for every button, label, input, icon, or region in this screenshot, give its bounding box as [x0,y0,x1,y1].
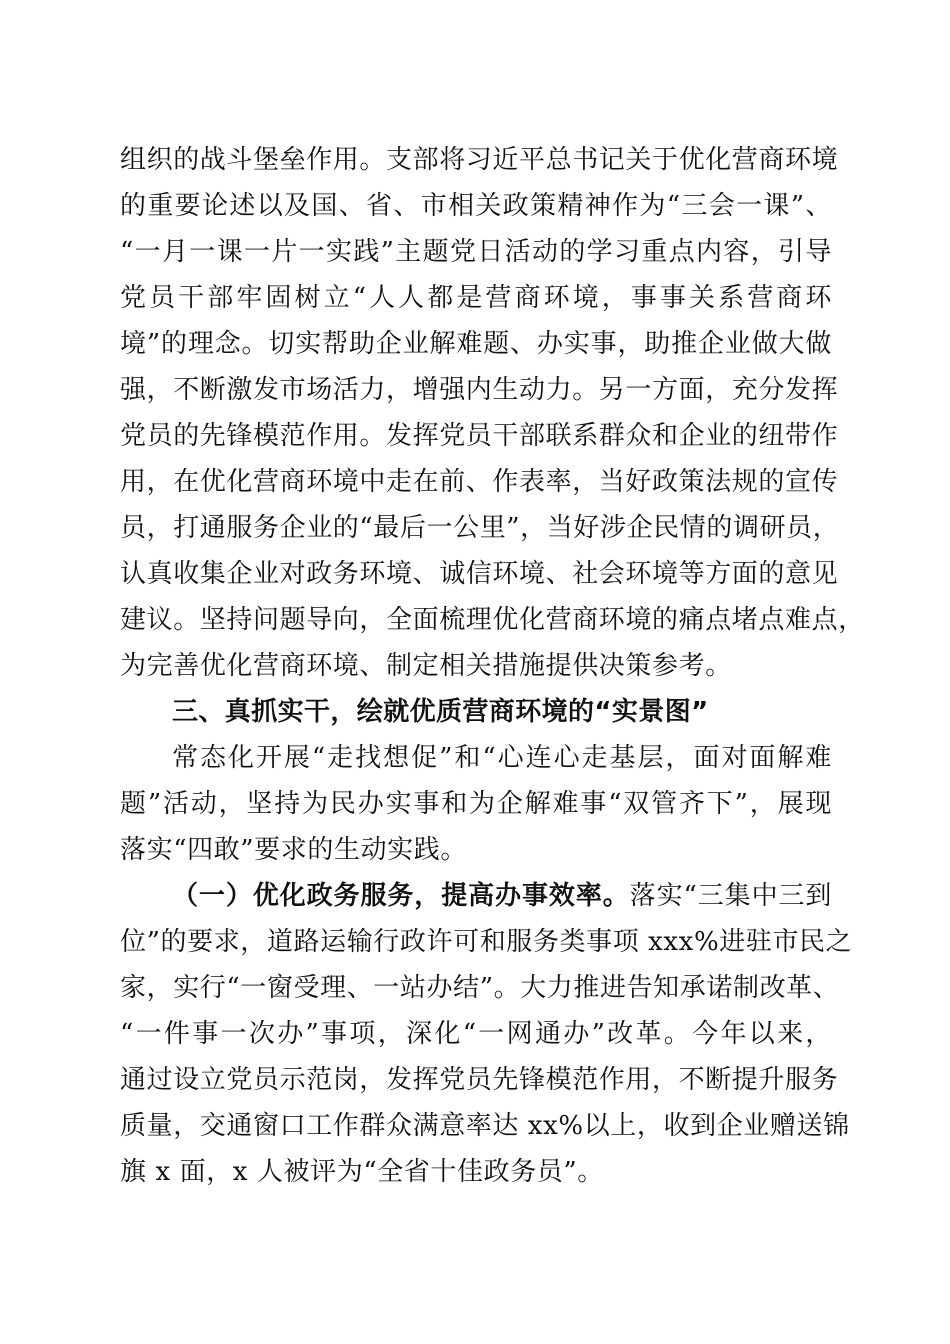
paragraph-party-role [120,137,865,689]
text-line: 位”的要求，道路运输行政许可和服务类事项 xxx%进驻市民之 [120,927,853,957]
text-line: 为完善优化营商环境、制定相关措施提供决策参考。 [120,651,732,681]
text-line [120,873,832,919]
text-line: 质量，交通窗口工作群众满意率达 xx%以上，收到企业赠送锦 [120,1111,850,1141]
document-body [120,137,865,1195]
text-line: 组织的战斗堡垒作用。支部将习近平总书记关于优化营商环境 [120,145,839,175]
paragraph-gov-services [120,873,853,1195]
text-line: 用，在优化营商环境中走在前、作表率，当好政策法规的宣传 [120,467,839,497]
paragraph-section-intro [120,735,832,873]
text-line: 旗 x 面，x 人被评为“全省十佳政务员”。 [120,1157,604,1187]
section-heading-three: 三、真抓实干，绘就优质营商环境的“实景图” [172,697,709,727]
text-line: 员，打通服务企业的“最后一公里”，当好涉企民情的调研员， [120,513,840,543]
text-line: 常态化开展“走找想促”和“心连心走基层，面对面解难 [172,743,832,773]
text-line: 党员的先锋模范作用。发挥党员干部联系群众和企业的纽带作 [120,421,839,451]
text-line: 家，实行“一窗受理、一站办结”。大力推进告知承诺制改革、 [120,973,840,1003]
text-line: 强，不断激发市场活力，增强内生动力。另一方面，充分发挥 [120,375,839,405]
text-line: 建议。坚持问题导向，全面梳理优化营商环境的痛点堵点难点， [120,605,865,635]
text-line: 落实“四敢”要求的生动实践。 [120,835,467,865]
text-line: 境”的理念。切实帮助企业解难题、办实事，助推企业做大做 [120,329,832,359]
text-line: 题”活动，坚持为民办实事和为企解难事“双管齐下”，展现 [120,789,832,819]
text-line: “一月一课一片一实践”主题党日活动的学习重点内容，引导 [120,237,832,267]
text-line: 的重要论述以及国、省、市相关政策精神作为“三会一课”、 [120,191,832,221]
text-line: 通过设立党员示范岗，发挥党员先锋模范作用，不断提升服务 [120,1065,839,1095]
text-span: 落实“三集中三到 [629,881,833,911]
text-line: 党员干部牢固树立“人人都是营商环境，事事关系营商环 [120,283,832,313]
text-line: “一件事一次办”事项，深化“一网通办”改革。今年以来， [120,1019,832,1049]
subsection-heading: （一）优化政务服务，提高办事效率。 [172,881,630,911]
text-line: 认真收集企业对政务环境、诚信环境、社会环境等方面的意见 [120,559,839,589]
